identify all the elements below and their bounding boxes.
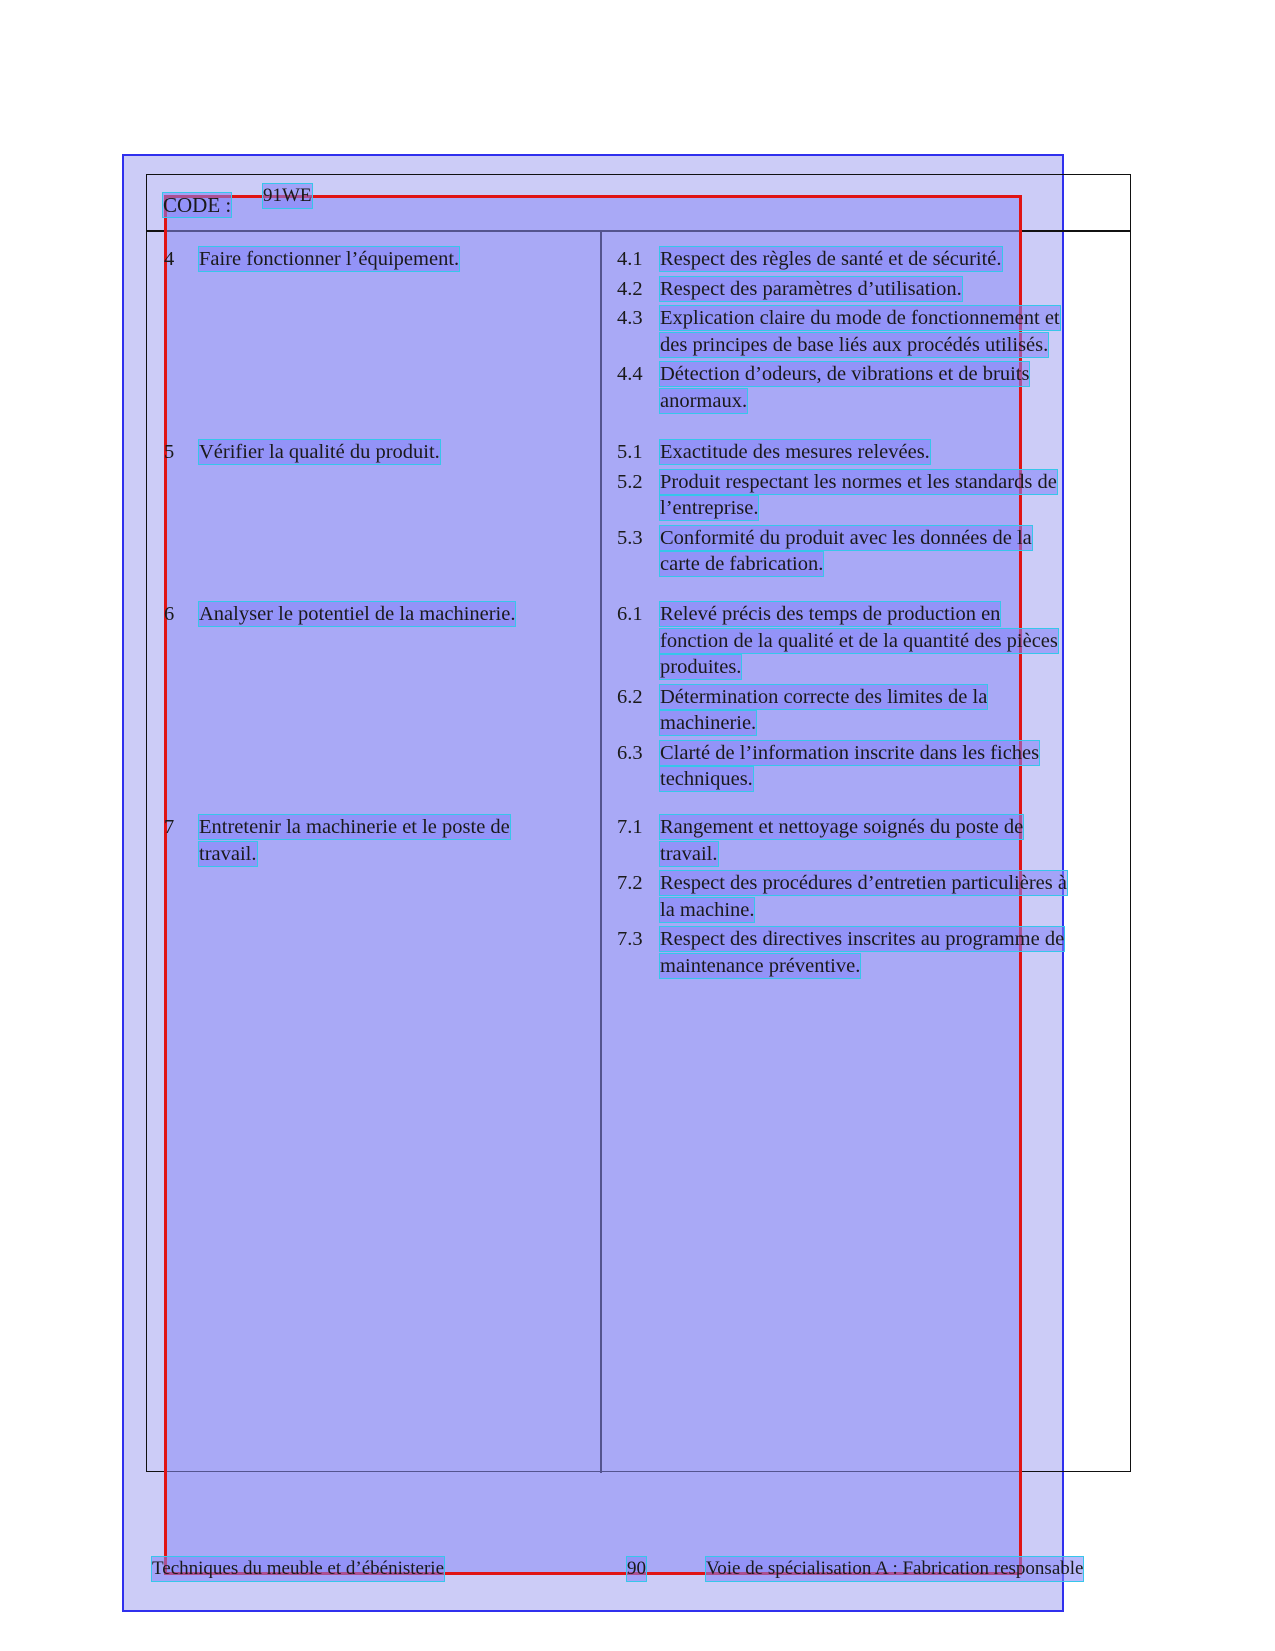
criterion-text: produites.: [660, 656, 742, 678]
criterion-text: anormaux.: [660, 389, 748, 412]
competency-title: Vérifier la qualité du produit.: [199, 441, 440, 463]
criterion-number: 5.1: [617, 441, 643, 463]
criterion-text: travail.: [660, 842, 718, 865]
criterion-number: 6.3: [617, 741, 643, 764]
competency-number: 5: [164, 441, 175, 463]
criterion-text: l’entreprise.: [660, 497, 759, 519]
criterion-number: 6.2: [617, 685, 643, 708]
footer-pathway: Voie de spécialisation A : Fabrication responsable: [706, 1558, 1084, 1579]
criterion-number: 4.2: [617, 277, 643, 300]
criterion-text: la machine.: [660, 898, 755, 921]
criterion-text: machinerie.: [660, 712, 757, 734]
criterion-number: 5.3: [617, 526, 643, 549]
criterion-text: maintenance préventive.: [660, 954, 861, 977]
criterion-text: des principes de base liés aux procédés utilisés.: [660, 333, 1049, 356]
criterion-text: Clarté de l’information inscrite dans les fiches: [660, 741, 1040, 764]
criterion-text: Relevé précis des temps de production en: [660, 603, 1001, 625]
competency-number: 6: [164, 603, 175, 625]
competency-number: 4: [164, 248, 175, 270]
competency-title: Analyser le potentiel de la machinerie.: [199, 603, 516, 625]
footer-program: Techniques du meuble et d’ébénisterie: [152, 1558, 445, 1579]
criterion-text: Respect des procédures d’entretien particulières à: [660, 872, 1067, 894]
criterion-text: fonction de la qualité et de la quantité des pièces: [660, 629, 1058, 652]
criterion-number: 4.3: [617, 307, 643, 329]
criterion-text: carte de fabrication.: [660, 553, 824, 575]
criterion-text: Détermination correcte des limites de la: [660, 685, 988, 708]
criterion-text: Explication claire du mode de fonctionnement et: [660, 307, 1060, 329]
criterion-number: 4.4: [617, 363, 643, 385]
criterion-number: 6.1: [617, 603, 643, 625]
footer-page-number: 90: [627, 1558, 646, 1579]
criterion-number: 4.1: [617, 248, 643, 270]
criterion-text: Produit respectant les normes et les standards de: [660, 470, 1057, 493]
criterion-number: 7.1: [617, 816, 643, 838]
criterion-text: Respect des directives inscrites au programme de: [660, 928, 1065, 950]
competency-number: 7: [164, 816, 175, 838]
competency-title: travail.: [199, 842, 257, 865]
code-label: CODE :: [163, 193, 232, 217]
criterion-number: 7.2: [617, 872, 643, 894]
competency-title: Entretenir la machinerie et le poste de: [199, 816, 510, 838]
criterion-text: Rangement et nettoyage soignés du poste de: [660, 816, 1024, 838]
criterion-text: Conformité du produit avec les données de la: [660, 526, 1032, 549]
criterion-number: 5.2: [617, 470, 643, 493]
criterion-text: techniques.: [660, 768, 753, 790]
criterion-text: Respect des paramètres d’utilisation.: [660, 277, 962, 300]
criterion-text: Détection d’odeurs, de vibrations et de bruits: [660, 363, 1030, 385]
criterion-number: 7.3: [617, 928, 643, 950]
criterion-text: Exactitude des mesures relevées.: [660, 441, 930, 463]
criterion-text: Respect des règles de santé et de sécurité.: [660, 248, 1002, 270]
competency-title: Faire fonctionner l’équipement.: [199, 248, 460, 270]
code-value: 91WE: [263, 185, 312, 206]
